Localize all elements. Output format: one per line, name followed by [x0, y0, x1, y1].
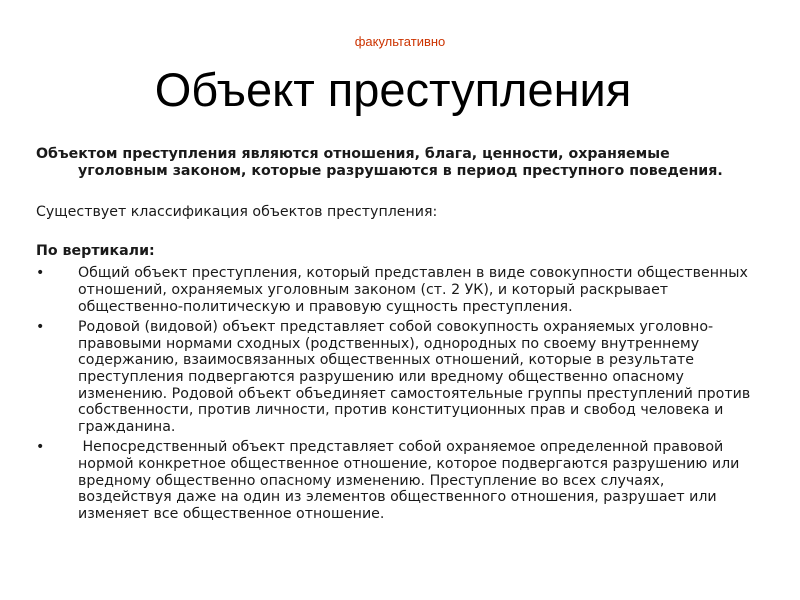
classification-text: Существует классификация объектов преступления:: [36, 204, 438, 221]
slide-title: Объект преступления: [154, 63, 632, 116]
list-item: [36, 319, 760, 435]
bullet-icon: •: [36, 265, 45, 282]
list-item-text: Общий объект преступления, который представлен в виде совокупности общественных отношений, охраняемых уголовным законом (ст. 2 УК), и который раскрывает общественно-политическую и правовую сущность преступления.: [78, 265, 748, 315]
slide-tag: факультативно: [354, 34, 446, 49]
bullet-icon: •: [36, 319, 45, 336]
list-item-text: Непосредственный объект представляет собой охраняемое определенной правовой нормой конкретное общественное отношение, которое подвергаются разрушению или вредному общественно опасному изменению. Преступление во всех случаях, воздействуя даже на один из элементов общественного отношения, разрушает или изменяет все общественное отношение.: [78, 439, 744, 522]
list-item: [36, 265, 760, 315]
list-item-text: Родовой (видовой) объект представляет собой совокупность охраняемых уголовно-правовыми нормами сходных (родственных), однородных по своему внутреннему содержанию, взаимосвязанных общественных отношений, которые в результате преступления подвергаются разрушению или вредному общественно опасному изменению. Родовой объект объединяет самостоятельные группы преступлений против собственности, против личности, против конституционных прав и свобод человека и гражданина.: [78, 319, 751, 435]
bullet-list: [36, 265, 760, 522]
bullet-icon: •: [36, 439, 45, 456]
list-item: [36, 439, 760, 522]
vertical-heading: По вертикали:: [36, 242, 155, 259]
slide-body: [36, 146, 760, 526]
definition-text: Объектом преступления являются отношения, блага, ценности, охраняемые уголовным законом, которые разрушаются в период преступного поведения.: [36, 146, 723, 179]
